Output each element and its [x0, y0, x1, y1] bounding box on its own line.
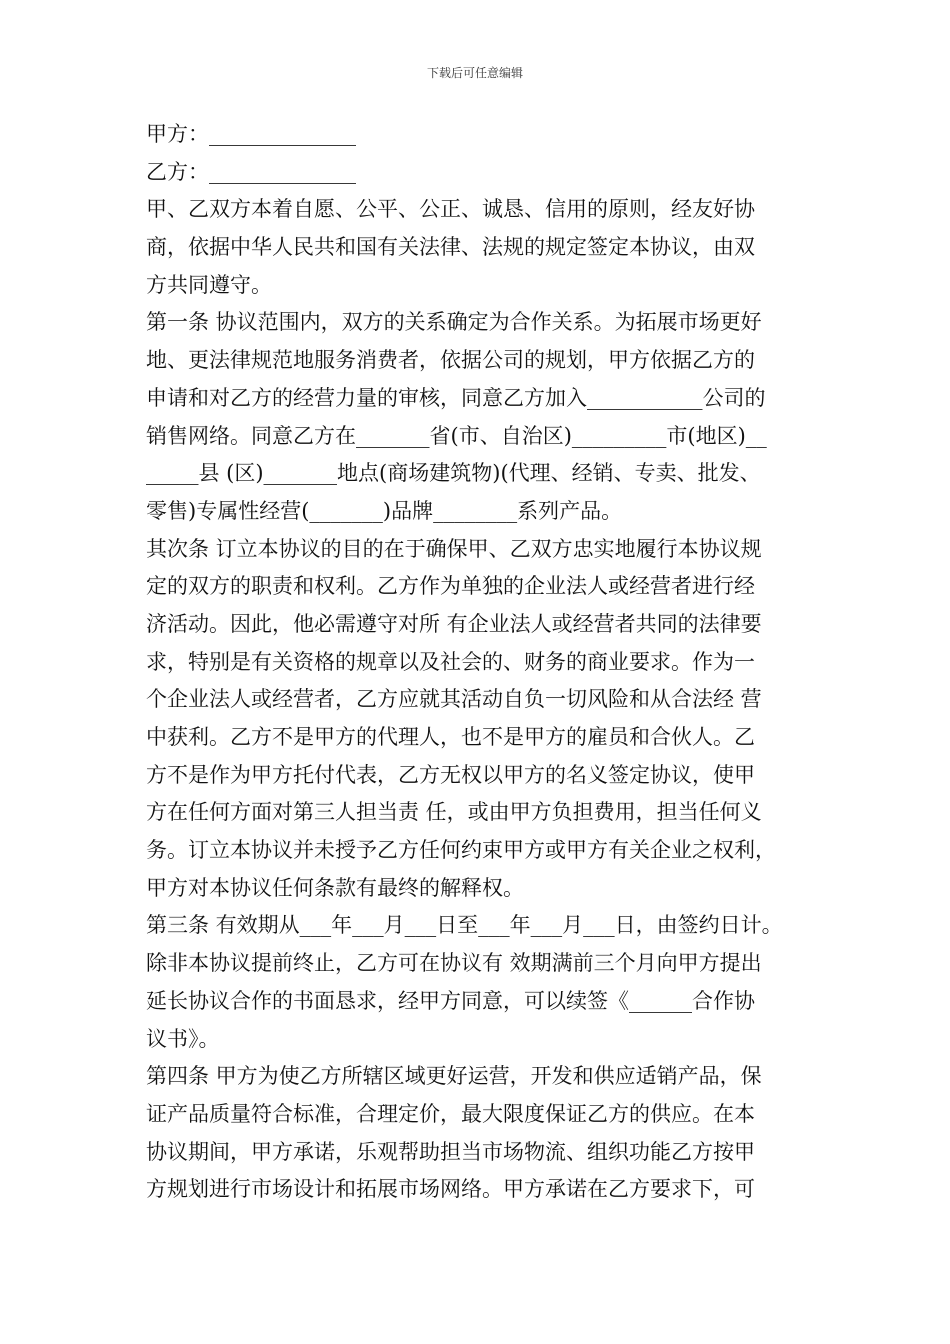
- text-line: 方不是作为甲方托付代表，乙方无权以甲方的名义签定协议，使甲: [146, 762, 755, 787]
- text-line: 证产品质量符合标准，合理定价，最大限度保证乙方的供应。在本: [146, 1101, 755, 1126]
- text-line: 议书》。: [146, 1026, 220, 1051]
- text-line: 方规划进行市场设计和拓展市场网络。甲方承诺在乙方要求下，可: [146, 1177, 755, 1202]
- text-line: _____县 (区)_______地点(商场建筑物)(代理、经销、专卖、批发、: [146, 461, 761, 486]
- document-body: [146, 116, 826, 1209]
- text-line: 甲、乙双方本着自愿、公平、公正、诚恳、信用的原则，经友好协: [146, 197, 755, 222]
- text-line: 甲方：______________: [146, 122, 356, 146]
- text-line: 中获利。乙方不是甲方的代理人，也不是甲方的雇员和合伙人。乙: [146, 725, 755, 749]
- text-line: 方在任何方面对第三人担当责 任，或由甲方负担费用，担当任何义: [146, 800, 762, 825]
- page-header: 下载后可任意编辑: [426, 66, 523, 80]
- text-line: 乙方：______________: [146, 159, 356, 184]
- text-line: 务。订立本协议并未授予乙方任何约束甲方或甲方有关企业之权利，: [146, 838, 776, 863]
- text-line: 第四条 甲方为使乙方所辖区域更好运营，开发和供应适销产品，保: [146, 1064, 762, 1089]
- text-line: 第一条 协议范围内，双方的关系确定为合作关系。为拓展市场更好: [146, 310, 762, 335]
- text-line: 定的双方的职责和权利。乙方作为单独的企业法人或经营者进行经: [146, 574, 755, 599]
- text-line: 其次条 订立本协议的目的在于确保甲、乙双方忠实地履行本协议规: [146, 536, 762, 561]
- text-line: 延长协议合作的书面恳求，经甲方同意，可以续签《______合作协: [146, 988, 755, 1013]
- text-line: 零售)专属性经营(_______)品牌________系列产品。: [146, 498, 623, 523]
- text-line: 方共同遵守。: [146, 272, 272, 297]
- text-line: 甲方对本协议任何条款有最终的解释权。: [146, 875, 524, 900]
- text-line: 个企业法人或经营者，乙方应就其活动自负一切风险和从合法经 营: [146, 687, 762, 712]
- text-line: 销售网络。同意乙方在_______省(市、自治区)_________市(地区)__: [146, 423, 767, 448]
- text-line: 协议期间，甲方承诺，乐观帮助担当市场物流、组织功能乙方按甲: [146, 1139, 755, 1164]
- text-line: 地、更法律规范地服务消费者，依据公司的规划，甲方依据乙方的: [146, 348, 755, 373]
- text-line: 除非本协议提前终止，乙方可在协议有 效期满前三个月向甲方提出: [146, 951, 762, 976]
- text-line: 申请和对乙方的经营力量的审核，同意乙方加入___________公司的: [146, 385, 766, 410]
- text-line: 第三条 有效期从___年___月___日至___年___月___日，由签约日计。: [146, 913, 783, 938]
- text-line: 济活动。因此，他必需遵守对所 有企业法人或经营者共同的法律要: [146, 611, 762, 636]
- text-line: 商，依据中华人民共和国有关法律、法规的规定签定本协议，由双: [146, 235, 755, 260]
- text-line: 求，特别是有关资格的规章以及社会的、财务的商业要求。作为一: [146, 649, 755, 674]
